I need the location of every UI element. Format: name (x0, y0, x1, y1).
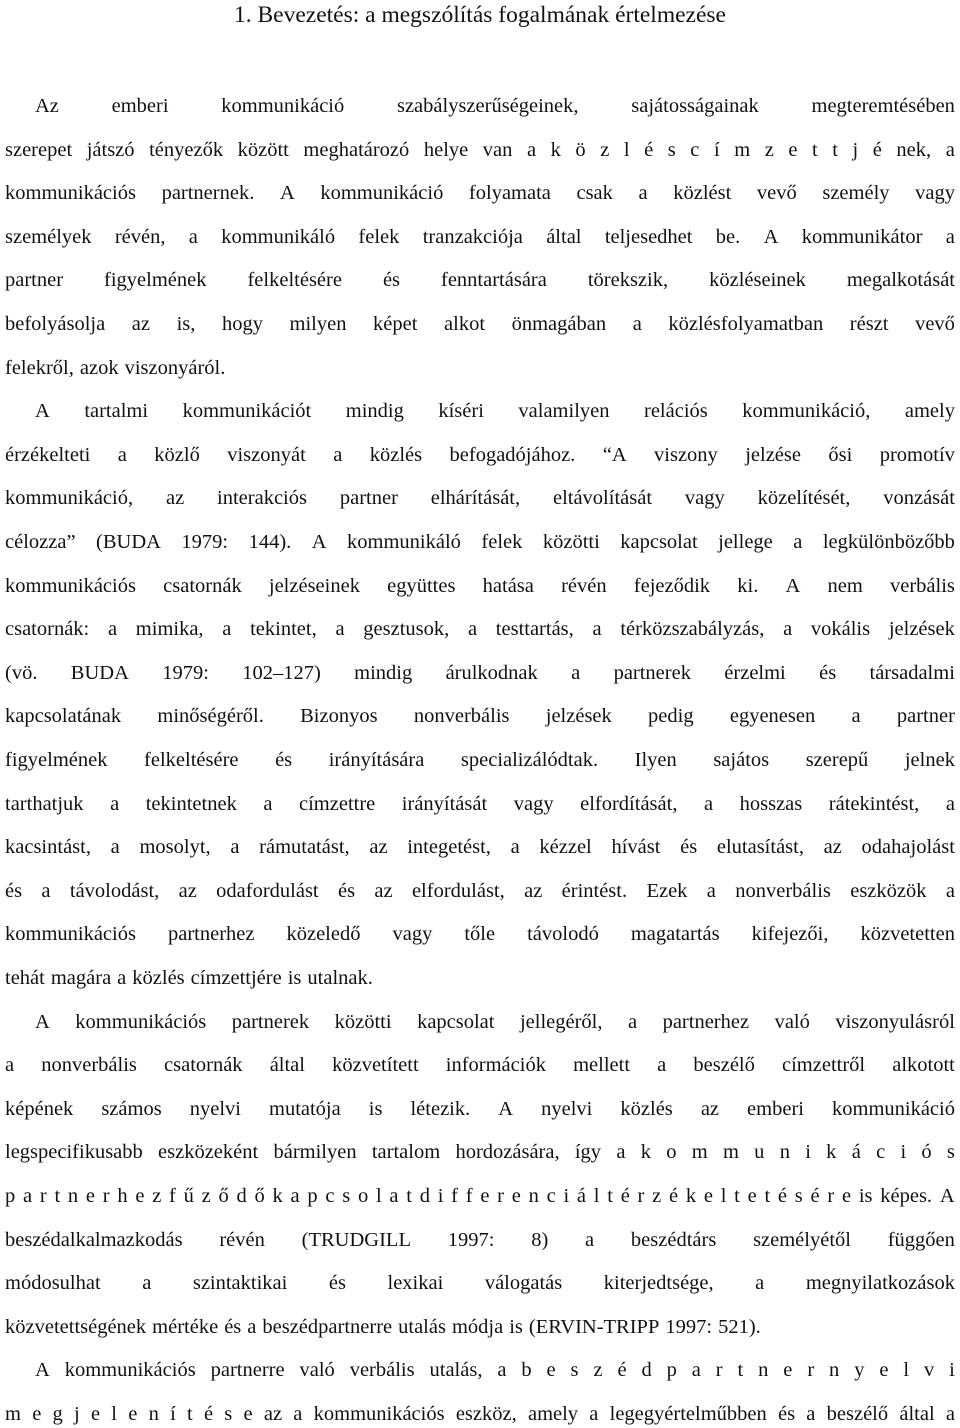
text-line: p a r t n e r h e z f ű z ő d ő k a p c s o l a t d i f f e r e n c i á l t é r z é k e l t e t é s é r e is képes. A (5, 1185, 955, 1207)
text-line: Az emberi kommunikáció szabályszerűségeinek, sajátosságainak megteremtésében (35, 95, 955, 117)
text-line: kommunikációs partnernek. A kommunikáció folyamata csak a közlést vevő személy vagy (5, 182, 955, 204)
text-line: kommunikációs partnerhez közeledő vagy tőle távolodó magatartás kifejezői, közvetetten (5, 923, 955, 945)
text-line: befolyásolja az is, hogy milyen képet alkot önmagában a közlésfolyamatban részt vevő (5, 313, 955, 335)
text-line: módosulhat a szintaktikai és lexikai válogatás kiterjedtsége, a megnyilatkozások (5, 1272, 955, 1294)
text-line: közvetettségének mértéke és a beszédpartnerre utalás módja is (ERVIN-TRIPP 1997: 521). (5, 1316, 761, 1338)
text-line: kacsintást, a mosolyt, a rámutatást, az integetést, a kézzel hívást és elutasítást, az odahajolást (5, 836, 955, 858)
text-line: legspecifikusabb eszközeként bármilyen tartalom hordozására, így a k o m m u n i k á c i ó s (5, 1141, 955, 1163)
text-line: figyelmének felkeltésére és irányítására specializálódtak. Ilyen sajátos szerepű jelnek (5, 749, 955, 771)
text-line: kapcsolatának minőségéről. Bizonyos nonverbális jelzések pedig egyenesen a partner (5, 705, 955, 727)
text-line: érzékelteti a közlő viszonyát a közlés befogadójához. “A viszony jelzése ősi promotív (5, 444, 955, 466)
text-line: (vö. BUDA 1979: 102–127) mindig árulkodnak a partnerek érzelmi és társadalmi (5, 662, 955, 684)
text-line: célozza” (BUDA 1979: 144). A kommunikáló felek közötti kapcsolat jellege a legkülönbözőbb (5, 531, 955, 553)
page-title: 1. Bevezetés: a megszólítás fogalmának értelmezése (234, 2, 726, 28)
text-line: tarthatjuk a tekintetnek a címzettre irányítását vagy elfordítását, a hosszas rátekintést, a (5, 793, 955, 815)
text-line: m e g j e l e n í t é s e az a kommunikációs eszköz, amely a legegyértelműbben és a beszélő által a (5, 1403, 955, 1425)
text-line: A kommunikációs partnerek közötti kapcsolat jellegéről, a partnerhez való viszonyulásról (35, 1011, 955, 1033)
text-line: partner figyelmének felkeltésére és fenntartására törekszik, közléseinek megalkotását (5, 269, 955, 291)
text-line: kommunikáció, az interakciós partner elhárítását, eltávolítását vagy közelítését, vonzását (5, 487, 955, 509)
text-line: tehát magára a közlés címzettjére is utalnak. (5, 967, 373, 989)
text-line: személyek révén, a kommunikáló felek tranzakciója által teljesedhet be. A kommunikátor a (5, 226, 955, 248)
text-line: A kommunikációs partnerre való verbális utalás, a b e s z é d p a r t n e r n y e l v i (35, 1359, 955, 1381)
text-line: a nonverbális csatornák által közvetített információk mellett a beszélő címzettről alkotott (5, 1054, 955, 1076)
text-line: csatornák: a mimika, a tekintet, a gesztusok, a testtartás, a térközszabályzás, a vokális jelzések (5, 618, 955, 640)
text-line: szerepet játszó tényezők között meghatározó helye van a k ö z l é s c í m z e t t j é nek, a (5, 139, 955, 161)
text-line: A tartalmi kommunikációt mindig kíséri valamilyen relációs kommunikáció, amely (35, 400, 955, 422)
text-line: beszédalkalmazkodás révén (TRUDGILL 1997: 8) a beszédtárs személyétől függően (5, 1229, 955, 1251)
text-line: és a távolodást, az odafordulást és az elfordulást, az érintést. Ezek a nonverbális eszközök a (5, 880, 955, 902)
text-line: felekről, azok viszonyáról. (5, 357, 226, 379)
text-line: kommunikációs csatornák jelzéseinek együttes hatása révén fejeződik ki. A nem verbális (5, 575, 955, 597)
text-line: képének számos nyelvi mutatója is létezik. A nyelvi közlés az emberi kommunikáció (5, 1098, 955, 1120)
